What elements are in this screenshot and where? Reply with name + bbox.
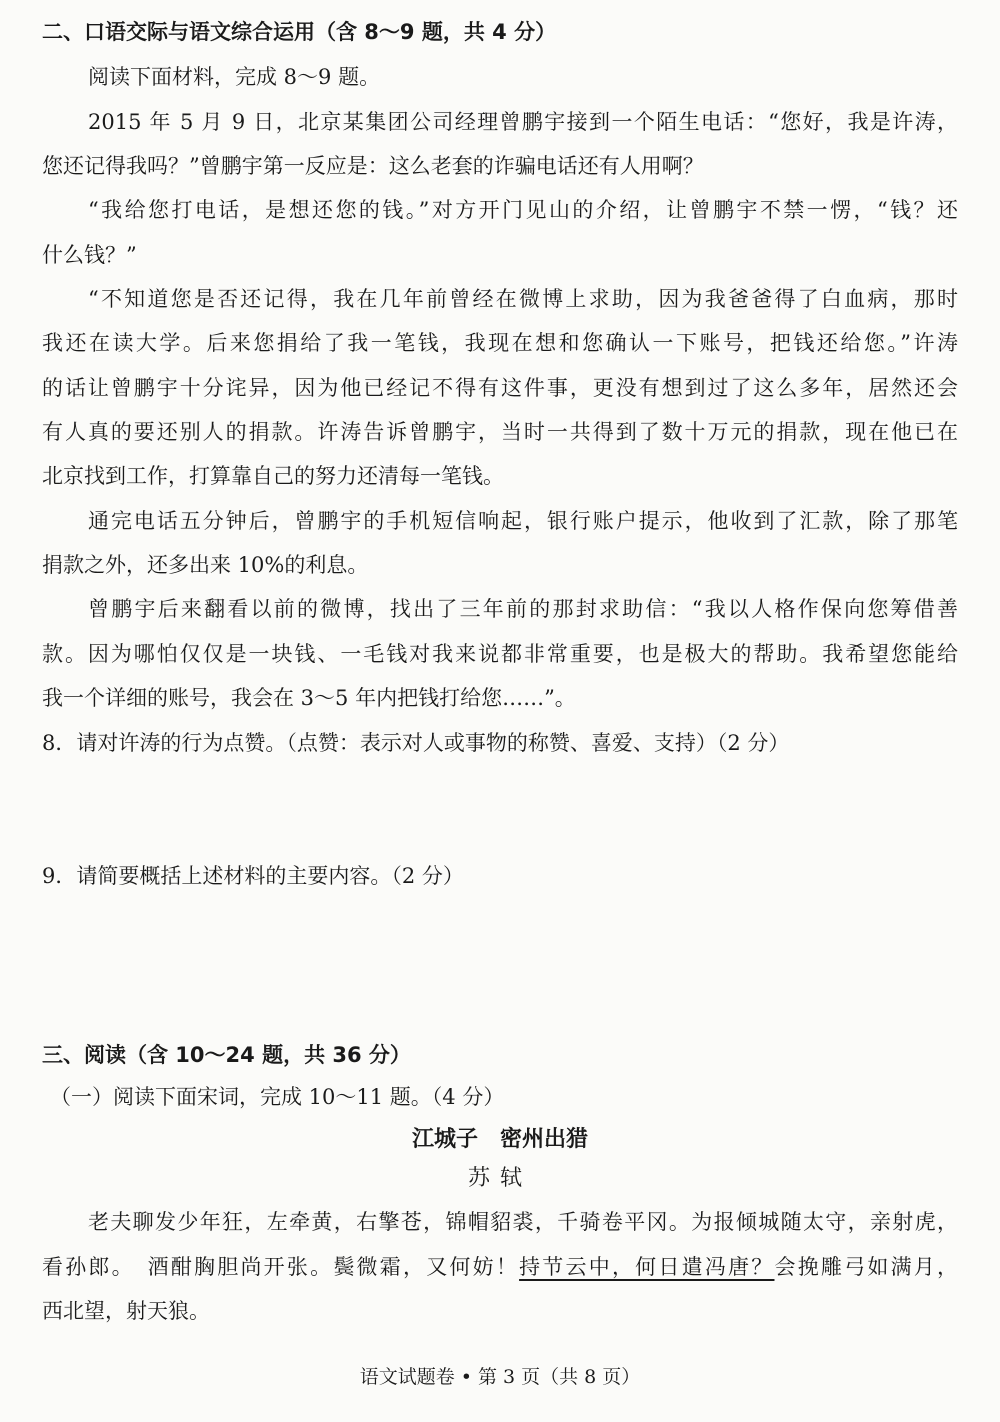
poem-author: 苏轼 <box>467 1166 532 1191</box>
page-footer: 语文试题卷 • 第 3 页（共 8 页） <box>359 1366 641 1388</box>
paragraph-2-line-2: 什么钱？” <box>42 243 137 267</box>
paragraph-3-line-3: 的话让曾鹏宇十分诧异，因为他已经记不得有这件事，更没有想到过了这么多年，居然还会 <box>42 376 958 400</box>
section-3-heading: 三、阅读（含 10～24 题，共 36 分） <box>42 1043 411 1067</box>
poem-line-3: 西北望，射天狼。 <box>42 1299 210 1323</box>
paragraph-1-line-1: 2015 年 5 月 9 日，北京某集团公司经理曾鹏宇接到一个陌生电话：“您好，我是许涛， <box>88 110 958 134</box>
question-9: 9．请简要概括上述材料的主要内容。（2 分） <box>42 864 464 888</box>
paragraph-3-line-1: “不知道您是否还记得，我在几年前曾经在微博上求助，因为我爸爸得了白血病，那时 <box>88 287 958 311</box>
subsection-1-heading: （一）阅读下面宋词，完成 10～11 题。（4 分） <box>50 1085 505 1109</box>
poem-line-2-end: 会挽雕弓如满月， <box>774 1255 959 1279</box>
paragraph-4-line-2: 捐款之外，还多出来 10%的利息。 <box>42 553 369 577</box>
paragraph-3-line-5: 北京找到工作，打算靠自己的努力还清每一笔钱。 <box>42 464 504 488</box>
paragraph-1-line-2: 您还记得我吗？”曾鹏宇第一反应是：这么老套的诈骗电话还有人用啊？ <box>42 154 704 178</box>
poem-line-2-start: 看孙郎。 酒酣胸胆尚开张。鬓微霜，又何妨！ <box>42 1255 520 1279</box>
paragraph-3-line-4: 有人真的要还别人的捐款。许涛告诉曾鹏宇，当时一共得到了数十万元的捐款，现在他已在 <box>42 420 958 444</box>
poem-line-1: 老夫聊发少年狂，左牵黄，右擎苍，锦帽貂裘，千骑卷平冈。为报倾城随太守，亲射虎， <box>88 1210 958 1234</box>
poem-line-2 <box>42 1252 958 1282</box>
underlined-verse: 持节云中，何日遣冯唐？ <box>519 1255 775 1279</box>
paragraph-4-line-1: 通完电话五分钟后，曾鹏宇的手机短信响起，银行账户提示，他收到了汇款，除了那笔 <box>88 509 958 533</box>
paragraph-5-line-1: 曾鹏宇后来翻看以前的微博，找出了三年前的那封求助信：“我以人格作保向您筹借善 <box>88 597 958 621</box>
paragraph-5-line-2: 款。因为哪怕仅仅是一块钱、一毛钱对我来说都非常重要，也是极大的帮助。我希望您能给 <box>42 642 958 666</box>
poem-title: 江城子 密州出猎 <box>411 1127 588 1152</box>
reading-instruction: 阅读下面材料，完成 8～9 题。 <box>88 65 381 89</box>
section-2-heading: 二、口语交际与语文综合运用（含 8～9 题，共 4 分） <box>42 20 557 44</box>
paragraph-5-line-3: 我一个详细的账号，我会在 3～5 年内把钱打给您……”。 <box>42 686 576 710</box>
paragraph-3-line-2: 我还在读大学。后来您捐给了我一笔钱，我现在想和您确认一下账号，把钱还给您。”许涛 <box>42 331 958 355</box>
question-8: 8．请对许涛的行为点赞。（点赞：表示对人或事物的称赞、喜爱、支持）（2 分） <box>42 731 790 755</box>
paragraph-2-line-1: “我给您打电话，是想还您的钱。”对方开门见山的介绍，让曾鹏宇不禁一愣，“钱？还 <box>88 198 958 222</box>
